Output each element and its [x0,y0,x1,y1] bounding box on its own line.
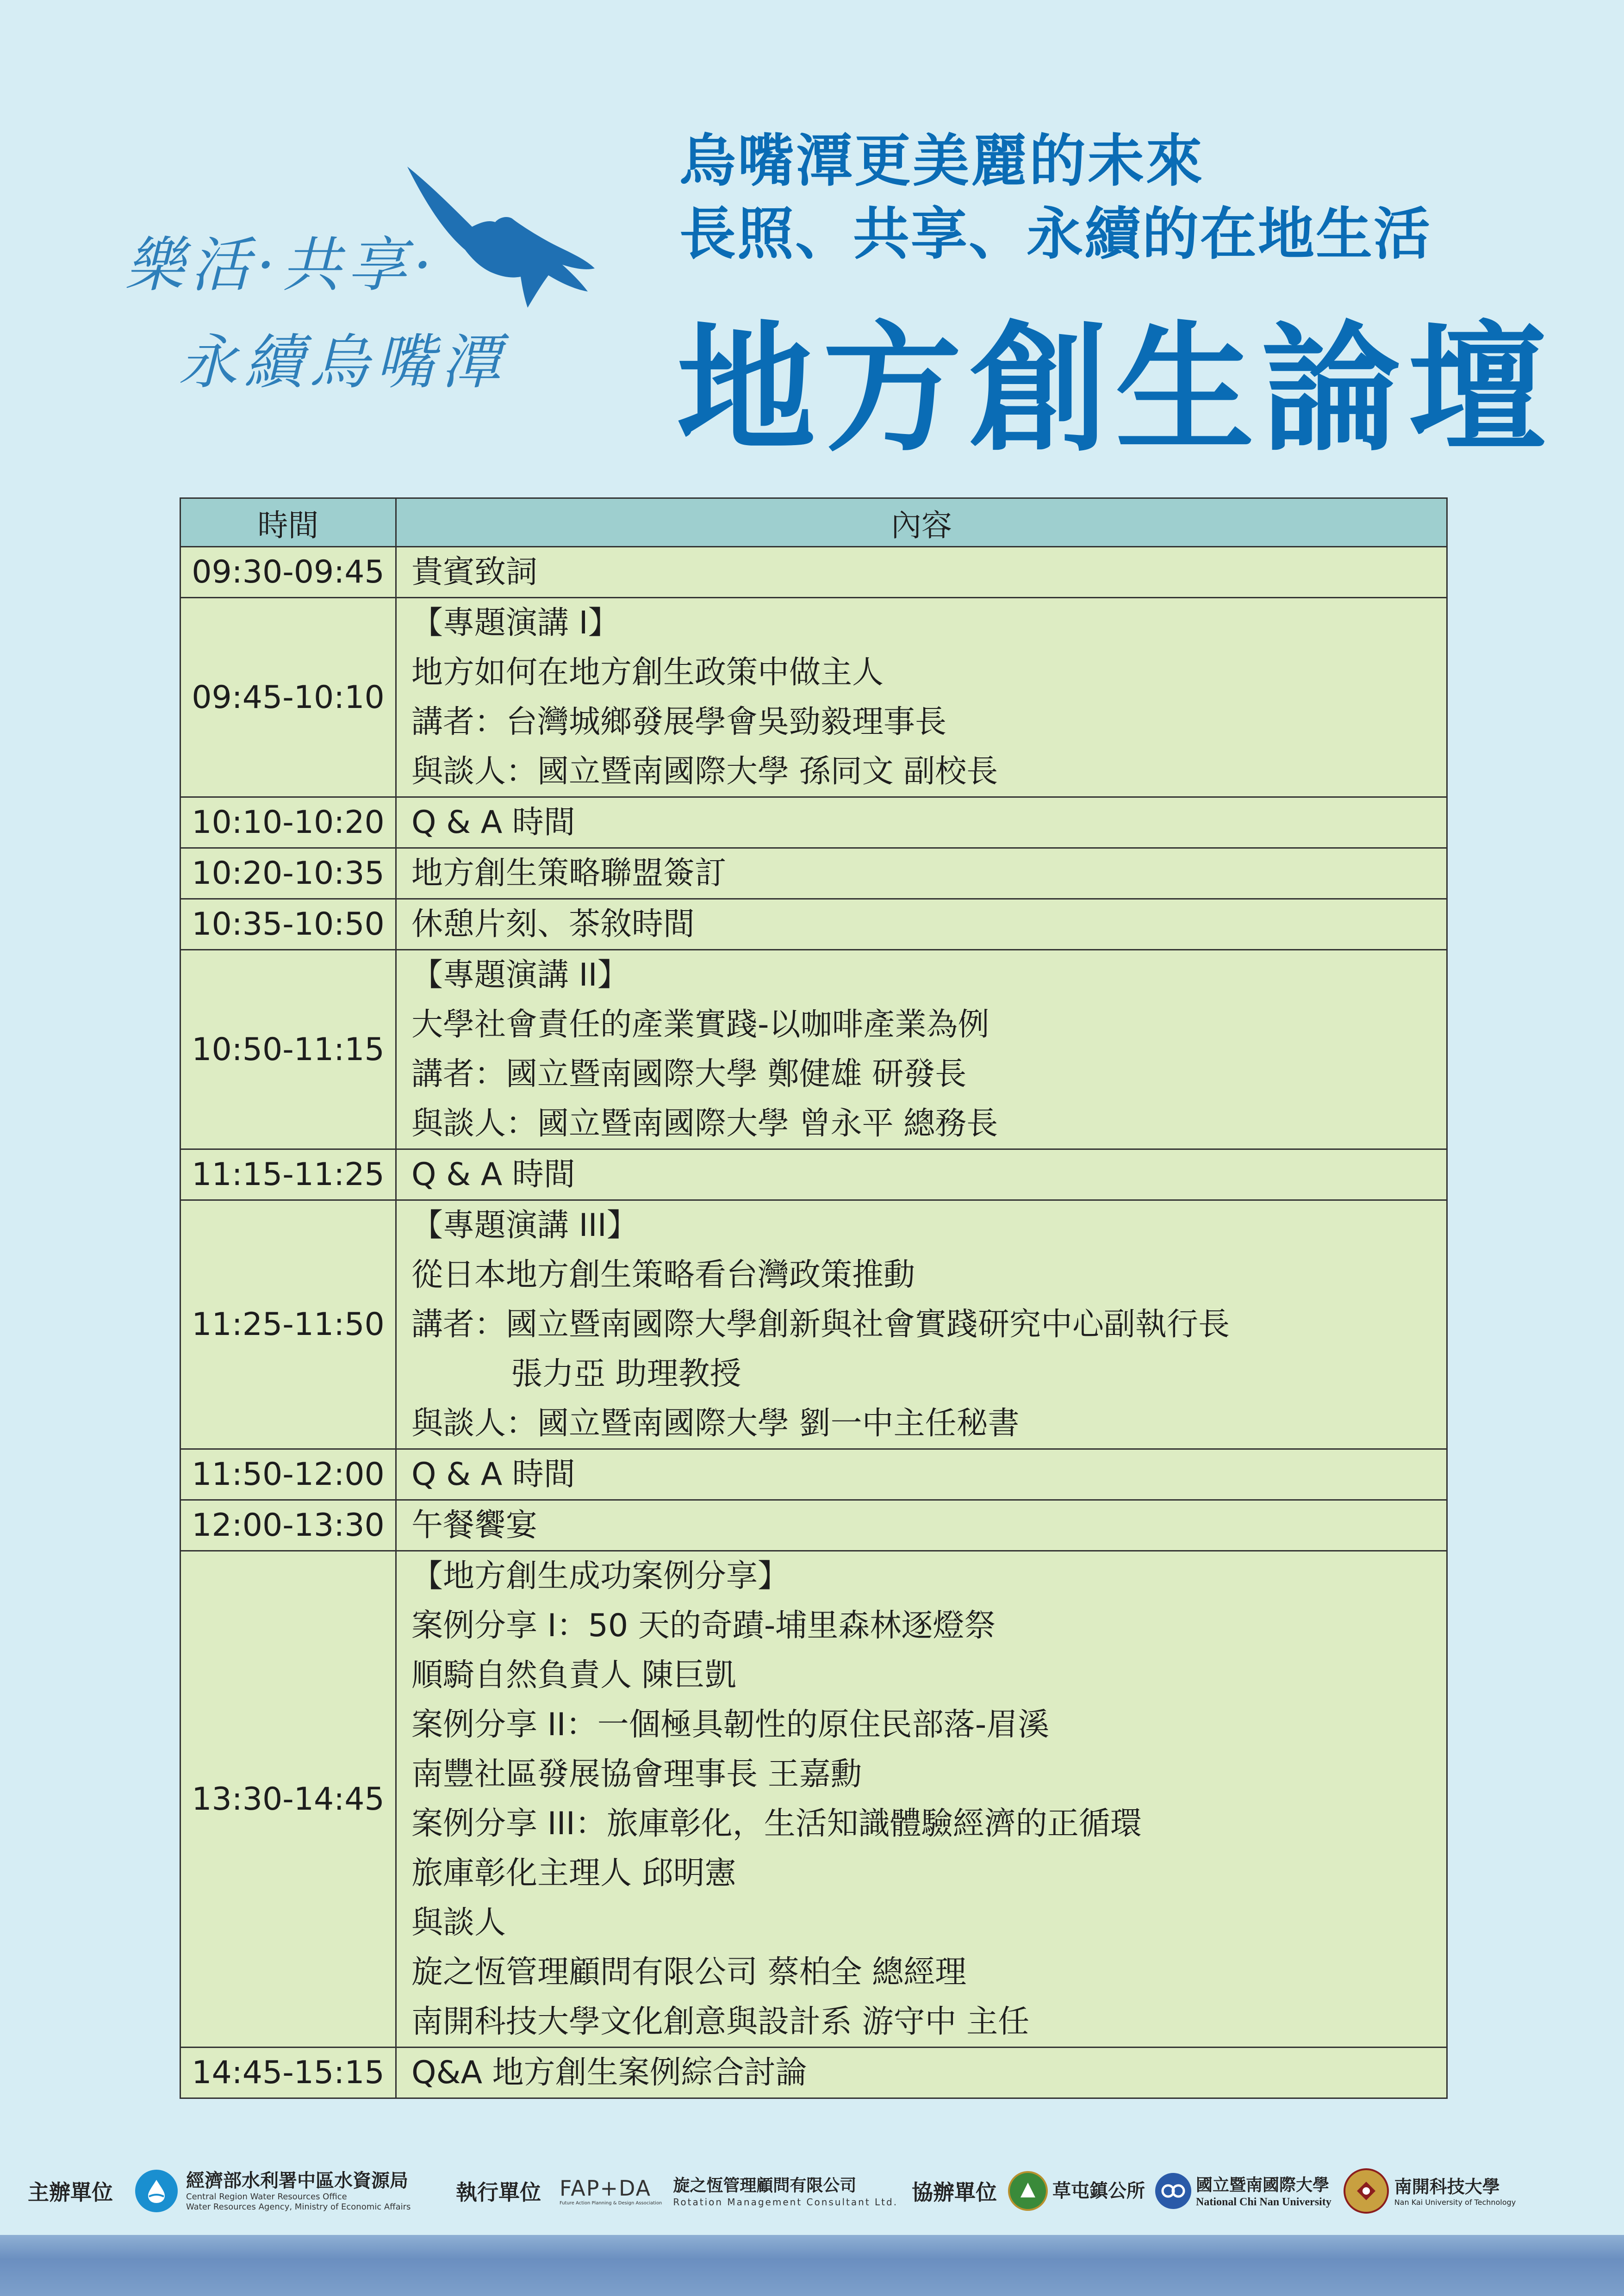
fapda-logo-subtitle: Future Action Planning & Design Association [560,2201,662,2206]
content-line: 貴賓致詞 [411,554,538,590]
time-cell: 10:35-10:50 [180,899,396,950]
content-cell [396,848,1447,899]
content-line: 【專題演講 I】 [411,605,620,641]
content-cell [396,598,1447,797]
content-cell [396,1149,1447,1200]
content-line: 講者：國立暨南國際大學創新與社會實踐研究中心副執行長 [411,1306,1230,1343]
content-line: 【地方創生成功案例分享】 [411,1558,790,1595]
executor-label: 執行單位 [456,2180,541,2205]
table-row [180,1200,1447,1449]
table-row [180,547,1447,598]
content-cell [396,547,1447,598]
footer-organizers [0,2156,1624,2226]
table-row [180,598,1447,797]
slogan-line-2: 永續烏嘴潭 [178,328,507,397]
content-line: 講者：台灣城鄉發展學會吳勁毅理事長 [411,704,947,740]
host-english-line-2: Water Resources Agency, Ministry of Economic Affairs [186,2202,411,2212]
column-header-time: 時間 [180,498,396,547]
content-cell [396,1551,1447,2048]
nkut-emblem-icon [1344,2168,1389,2214]
table-row [180,848,1447,899]
title-line-1: 烏嘴潭更美麗的未來 [679,127,1204,194]
table-row [180,1149,1447,1200]
content-cell [396,899,1447,950]
ncnu-logo-icon [1155,2173,1191,2209]
content-line: Q & A 時間 [411,1156,575,1193]
content-line: 地方創生策略聯盟簽訂 [411,855,727,892]
main-title: 地方創生論壇 [677,307,1554,470]
content-line: 與談人：國立暨南國際大學 孫同文 副校長 [411,753,998,790]
content-line: 順騎自然負責人 陳巨凱 [411,1657,736,1694]
table-row [180,899,1447,950]
title-line-2: 長照、共享、永續的在地生活 [679,200,1431,267]
content-line: 休憩片刻、茶敘時間 [411,906,695,943]
host-label: 主辦單位 [28,2180,113,2205]
table-header-row [180,498,1447,547]
table-row [180,2048,1447,2098]
co-organizer-label: 協辦單位 [912,2180,997,2205]
content-cell [396,950,1447,1149]
time-cell: 10:10-10:20 [180,797,396,848]
caotun-emblem-icon [1008,2171,1048,2211]
table-row [180,1449,1447,1500]
content-line: 地方如何在地方創生政策中做主人 [411,654,884,691]
content-line: 案例分享 I：50 天的奇蹟-埔里森林逐燈祭 [411,1607,996,1644]
executor-english: Rotation Management Consultant Ltd. [673,2197,898,2208]
time-cell: 12:00-13:30 [180,1500,396,1551]
time-cell: 11:50-12:00 [180,1449,396,1500]
content-line: 張力亞 助理教授 [511,1356,741,1392]
content-cell [396,797,1447,848]
content-line: Q&A 地方創生案例綜合討論 [411,2054,807,2091]
column-header-content: 內容 [396,498,1447,547]
table-row [180,797,1447,848]
content-line: 南開科技大學文化創意與設計系 游守中 主任 [411,2004,1030,2040]
content-line: 案例分享 II：一個極具韌性的原住民部落-眉溪 [411,1706,1050,1743]
table-row [180,1500,1447,1551]
content-line: 大學社會責任的產業實踐-以咖啡產業為例 [411,1006,989,1043]
content-line: 南豐社區發展協會理事長 王嘉勳 [411,1756,862,1793]
time-cell: 10:20-10:35 [180,848,396,899]
fapda-logo: FAP+DA [560,2176,652,2201]
co-organizer-2-name: 國立暨南國際大學 [1196,2175,1330,2195]
time-cell: 11:15-11:25 [180,1149,396,1200]
content-line: 午餐饗宴 [411,1507,538,1544]
co-organizer-3-name: 南開科技大學 [1394,2176,1500,2197]
co-organizer-2-english: National Chi Nan University [1196,2196,1332,2208]
host-english-line-1: Central Region Water Resources Office [186,2192,347,2202]
content-line: 與談人 [411,1905,506,1941]
schedule-table [180,497,1448,2099]
time-cell: 09:30-09:45 [180,547,396,598]
host-group [28,2156,411,2226]
content-line: 講者：國立暨南國際大學 鄭健雄 研發長 [411,1056,967,1092]
time-cell: 14:45-15:15 [180,2048,396,2098]
co-organizer-1-name: 草屯鎮公所 [1052,2180,1145,2202]
time-cell: 11:25-11:50 [180,1200,396,1449]
table-row [180,1551,1447,2048]
content-line: Q & A 時間 [411,1456,575,1493]
content-line: 【專題演講 II】 [411,957,629,993]
host-name: 經濟部水利署中區水資源局 [186,2170,408,2191]
content-line: 旋之恆管理顧問有限公司 蔡柏全 總經理 [411,1954,967,1991]
content-cell [396,2048,1447,2098]
bottom-decorative-band [0,2235,1624,2296]
co-organizer-3-english: Nan Kai University of Technology [1394,2197,1516,2207]
content-line: 案例分享 III：旅庫彰化，生活知識體驗經濟的正循環 [411,1806,1142,1842]
content-line: 從日本地方創生策略看台灣政策推動 [411,1257,915,1293]
content-cell [396,1500,1447,1551]
poster-header [0,0,1624,470]
schedule-body [180,547,1447,2098]
executor-name: 旋之恆管理顧問有限公司 [673,2176,857,2195]
time-cell: 09:45-10:10 [180,598,396,797]
content-line: Q & A 時間 [411,804,575,841]
water-drop-logo-icon [135,2170,178,2212]
content-cell [396,1200,1447,1449]
content-line: 與談人：國立暨南國際大學 曾永平 總務長 [411,1105,998,1142]
table-row [180,950,1447,1149]
slogan-line-1: 樂活·共享· [125,231,439,300]
co-organizer-group [912,2156,1516,2226]
content-cell [396,1449,1447,1500]
executor-group [456,2156,898,2226]
time-cell: 13:30-14:45 [180,1551,396,2048]
content-line: 旅庫彰化主理人 邱明憲 [411,1855,736,1892]
content-line: 與談人：國立暨南國際大學 劉一中主任秘書 [411,1405,1020,1442]
content-line: 【專題演講 III】 [411,1207,638,1244]
time-cell: 10:50-11:15 [180,950,396,1149]
eagle-icon [403,157,597,310]
